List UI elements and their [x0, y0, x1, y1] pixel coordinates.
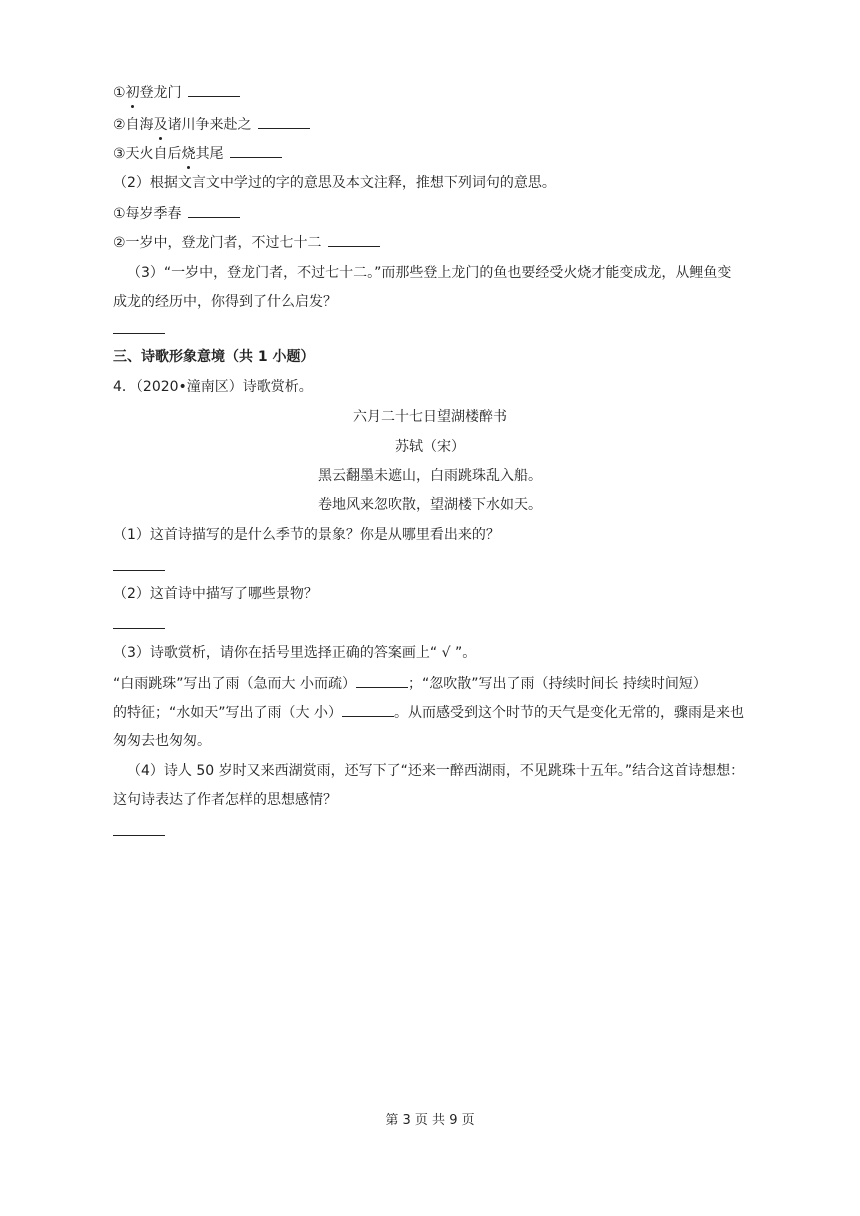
emphasized-char: 初: [125, 85, 140, 101]
item-text: 其尾: [195, 146, 224, 162]
page-footer: 第 3 页 共 9 页: [385, 1113, 475, 1128]
item-text: ①每岁季春: [113, 206, 182, 222]
answer-blank[interactable]: [188, 203, 240, 218]
text-segment: 的特征；“水如天”写出了雨（大 小）: [113, 705, 342, 721]
item-text: 登龙门: [139, 85, 182, 101]
answer-blank[interactable]: [258, 114, 310, 129]
q4-part3-line-1: [113, 673, 707, 694]
q3-part3-line-2: 成龙的经历中，你得到了什么启发？: [113, 294, 337, 310]
item-prefix: ①: [113, 85, 126, 101]
q4-part4-line-2: 这句诗表达了作者怎样的思想感情？: [113, 792, 337, 808]
q3-item-1: [113, 82, 240, 103]
q4-intro: 4．（2020•潼南区）诗歌赏析。: [113, 379, 313, 395]
q3-part3-line-1: （3）“一岁中，登龙门者，不过七十二。”而那些登上龙门的鱼也要经受火烧才能变成龙，从鲤鱼变: [127, 265, 732, 281]
q3-part2-item-2: [113, 232, 380, 253]
text-segment: 。从而感受到这个时节的天气是变化无常的，骤雨是来也: [393, 705, 744, 721]
poem-title: 六月二十七日望湖楼醉书: [353, 409, 507, 425]
answer-blank[interactable]: [113, 834, 165, 836]
answer-blank[interactable]: [230, 143, 282, 158]
q4-part1: （1）这首诗描写的是什么季节的景象？你是从哪里看出来的？: [113, 527, 500, 543]
text-segment: “白雨跳珠”写出了雨（急而大 小而疏）: [113, 676, 356, 692]
answer-blank[interactable]: [328, 232, 380, 247]
q3-part2-prompt: （2）根据文言文中学过的字的意思及本文注释，推想下列词句的意思。: [113, 175, 556, 191]
answer-blank[interactable]: [342, 702, 394, 717]
q3-part2-item-1: [113, 203, 240, 224]
q3-item-2: [113, 114, 310, 135]
item-text: 诸川争来赴之: [167, 117, 252, 133]
q4-part3-line-3: 匆匆去也匆匆。: [113, 733, 211, 749]
answer-blank[interactable]: [113, 332, 165, 334]
text-segment: ；“忽吹散”写出了雨（持续时间长 持续时间短）: [407, 676, 707, 692]
item-prefix: ②自海: [113, 117, 154, 133]
answer-blank[interactable]: [356, 673, 408, 688]
emphasized-char: 烧: [181, 146, 196, 162]
answer-blank[interactable]: [113, 627, 165, 629]
section-heading: 三、诗歌形象意境（共 1 小题）: [113, 349, 315, 365]
emphasized-char: 及: [153, 117, 168, 133]
poem-line-1: 黑云翻墨未遮山，白雨跳珠乱入船。: [318, 468, 542, 484]
q4-part3-line-2: [113, 702, 744, 723]
q3-item-3: [113, 143, 282, 164]
q4-part4-line-1: （4）诗人 50 岁时又来西湖赏雨，还写下了“还来一醉西湖雨，不见跳珠十五年。”结合这首诗想想：: [127, 763, 745, 779]
q4-part2: （2）这首诗中描写了哪些景物？: [113, 586, 318, 602]
item-prefix: ③天火自后: [113, 146, 182, 162]
q4-part3-prompt: （3）诗歌赏析，请你在括号里选择正确的答案画上“ √ ”。: [113, 645, 477, 661]
poem-line-2: 卷地风来忽吹散，望湖楼下水如天。: [318, 497, 542, 513]
answer-blank[interactable]: [188, 82, 240, 97]
item-text: ②一岁中，登龙门者，不过七十二: [113, 235, 322, 251]
answer-blank[interactable]: [113, 569, 165, 571]
poem-author: 苏轼（宋）: [395, 439, 465, 455]
